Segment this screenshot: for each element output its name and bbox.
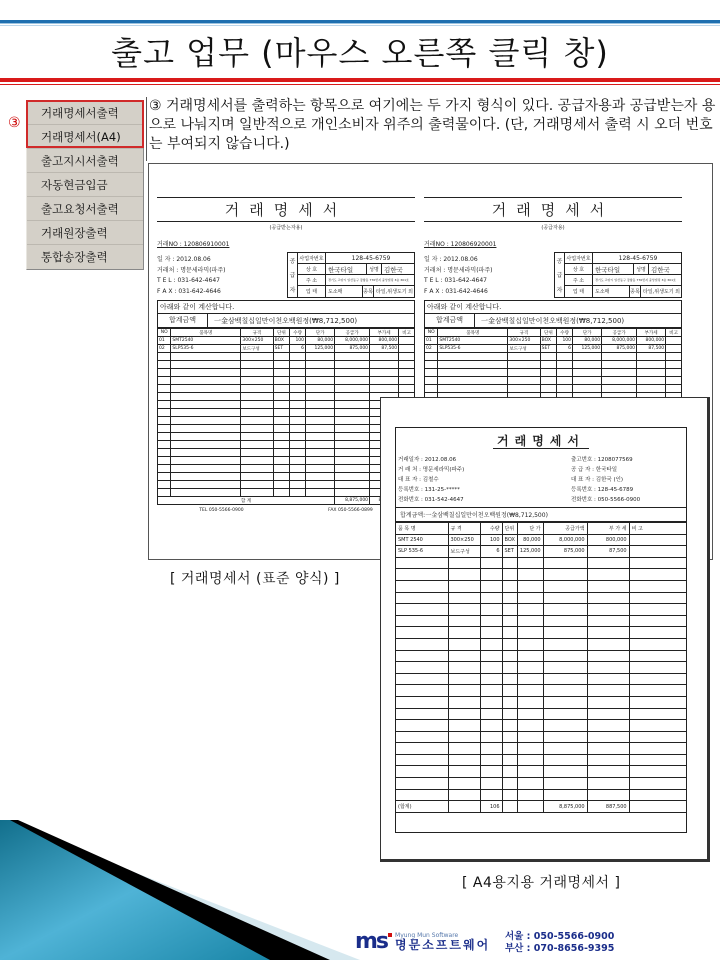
company-name-ko: 명문소프트웨어 bbox=[395, 937, 491, 952]
invoice-number: 거래NO : 120806910001 bbox=[157, 241, 230, 248]
col-price: 단 가 bbox=[517, 523, 543, 535]
cell: 80,000 bbox=[573, 337, 602, 345]
contact-phones bbox=[505, 931, 614, 955]
table-row bbox=[158, 345, 415, 353]
cell: 6 bbox=[290, 345, 306, 353]
a4-supplier-info bbox=[511, 455, 684, 505]
col-no: NO bbox=[425, 329, 438, 337]
cell: SLP535-6 bbox=[438, 345, 508, 353]
cell: 6 bbox=[480, 546, 502, 558]
col-spec: 규격 bbox=[241, 329, 273, 337]
col-qty: 수량 bbox=[290, 329, 306, 337]
footer-fax: FAX 050-5566-0899 bbox=[328, 508, 373, 513]
col-price: 단가 bbox=[573, 329, 602, 337]
cell: 800,000 bbox=[370, 337, 399, 345]
supplier-label: 공 급 자 bbox=[288, 253, 298, 297]
ceo-label: 성명 bbox=[366, 264, 382, 274]
cell: 02 bbox=[158, 345, 171, 353]
cell: 300×250 bbox=[241, 337, 273, 345]
cell: SLP535-6 bbox=[171, 345, 241, 353]
col-note: 비 고 bbox=[629, 523, 686, 535]
col-item: 품목명 bbox=[438, 329, 508, 337]
col-item: 품목명 bbox=[171, 329, 241, 337]
step-marker: ③ bbox=[8, 115, 21, 131]
col-supply: 공급가 bbox=[335, 329, 370, 337]
col-unit: 단위 bbox=[540, 329, 557, 337]
supplier-ceo: 김한국 bbox=[384, 265, 403, 274]
cell: 80,000 bbox=[306, 337, 335, 345]
col-vat: 부가세 bbox=[637, 329, 666, 337]
cell: SMT 2540 bbox=[396, 534, 448, 546]
invoice-number: 거래NO : 120806920001 bbox=[424, 241, 497, 248]
a4-client: 거 래 처 : 명문세라믹(파주) bbox=[398, 467, 465, 473]
total-value: 一金삼백칠십일만이천오백원정(₩8,712,500) bbox=[481, 316, 625, 325]
cell: 875,000 bbox=[543, 546, 587, 558]
cell: 87,500 bbox=[637, 345, 666, 353]
col-vat: 부 가 세 bbox=[587, 523, 629, 535]
col-note: 비고 bbox=[399, 329, 415, 337]
biz-no-label: 사업자번호 bbox=[565, 253, 593, 263]
cell: 6 bbox=[557, 345, 573, 353]
table-row bbox=[425, 345, 682, 353]
table-row bbox=[425, 337, 682, 345]
invoice-tel: T E L : 031-642-4647 bbox=[157, 277, 220, 284]
sum-label: (합계) bbox=[396, 801, 448, 813]
cell: 보드구성 bbox=[448, 546, 480, 558]
sum-supply: 8,875,000 bbox=[543, 801, 587, 813]
col-supply: 공급가 bbox=[602, 329, 637, 337]
calc-note: 아래와 같이 계산합니다. bbox=[158, 301, 414, 314]
col-qty: 수량 bbox=[480, 523, 502, 535]
invoice-date: 일 자 : 2012.08.06 bbox=[157, 256, 211, 263]
table-row bbox=[396, 546, 686, 558]
sum-row bbox=[158, 497, 415, 505]
supplier-address: 경기도 고양시 일산동구 장항동 770번지 중앙빌딩 3층 301호 bbox=[328, 278, 409, 282]
cell: 01 bbox=[425, 337, 438, 345]
col-spec: 규 격 bbox=[448, 523, 480, 535]
header-blue-rule bbox=[0, 20, 720, 24]
supplier-type: 도소매 bbox=[328, 289, 343, 295]
invoice-tel: T E L : 031-642-4647 bbox=[424, 277, 487, 284]
highlight-box bbox=[26, 100, 144, 148]
cell: 87,500 bbox=[587, 546, 629, 558]
cell: SET bbox=[502, 546, 517, 558]
cell bbox=[629, 546, 686, 558]
page-title: 출고 업무 (마우스 오른쪽 클릭 창) bbox=[111, 34, 609, 72]
cell: 300×250 bbox=[508, 337, 540, 345]
client-info bbox=[424, 252, 554, 298]
cell: 875,000 bbox=[602, 345, 637, 353]
items-table bbox=[157, 328, 415, 505]
a4-client-reg-no: 등록번호 : 131-25-***** bbox=[398, 487, 460, 493]
sum-vat: 887,500 bbox=[587, 801, 629, 813]
a4-invoice bbox=[395, 427, 687, 833]
a4-total: 합계금액:一金삼백칠십일만이천오백원정(₩8,712,500) bbox=[396, 507, 686, 522]
empty-rows bbox=[396, 557, 686, 800]
table-row bbox=[396, 534, 686, 546]
description-text: ③ 거래명세서를 출력하는 항목으로 여기에는 두 가지 형식이 있다. 공급자용과 공급받는자 용으로 나눠지며 일반적으로 개인소비자 위주의 출력물이다. (단, 거래명세서 출력 시 오더 번호는 부여되지 않습니다.) bbox=[149, 98, 716, 152]
total-label: 합계금액 bbox=[158, 314, 208, 327]
header-red-rule-thin bbox=[0, 84, 720, 85]
invoice-subtitle: (공급받는자용) bbox=[269, 225, 303, 231]
invoice-date: 일 자 : 2012.08.06 bbox=[424, 256, 478, 263]
biz-no: 128-45-6759 bbox=[351, 254, 391, 262]
biz-no: 128-45-6759 bbox=[618, 254, 658, 262]
invoice-title: 거래명세서 bbox=[157, 198, 415, 222]
a4-client-ceo: 대 표 자 : 김철수 bbox=[398, 477, 439, 483]
description-bar bbox=[146, 97, 147, 161]
cell: 02 bbox=[425, 345, 438, 353]
addr-label: 주 소 bbox=[298, 275, 326, 285]
sum-label: 합 계 bbox=[158, 497, 335, 505]
a4-supplier-phone: 전화번호 : 050-5566-0900 bbox=[571, 497, 641, 503]
supplier-name: 한국타일 bbox=[595, 265, 621, 274]
col-supply: 공급가액 bbox=[543, 523, 587, 535]
invoice-subtitle: (공급자용) bbox=[541, 225, 565, 231]
type-label: 업 태 bbox=[565, 286, 593, 297]
phone-busan: 부산 : 070-8656-9395 bbox=[505, 943, 615, 954]
cell: 125,000 bbox=[306, 345, 335, 353]
cell: 8,000,000 bbox=[602, 337, 637, 345]
cell: SET bbox=[273, 345, 290, 353]
client-info bbox=[157, 252, 287, 298]
cell: 100 bbox=[480, 534, 502, 546]
sum-supply: 8,875,000 bbox=[335, 497, 370, 505]
invoice-fax: F A X : 031-642-4646 bbox=[157, 287, 221, 295]
header-red-rule bbox=[0, 78, 720, 82]
supplier-item: 타일,위생도기 외 bbox=[643, 289, 680, 295]
a4-supplier-reg-no: 등록번호 : 128-45-6789 bbox=[571, 487, 634, 493]
cell bbox=[629, 534, 686, 546]
cell: SMT2540 bbox=[438, 337, 508, 345]
total-value: 一金삼백칠십일만이천오백원정(₩8,712,500) bbox=[214, 316, 358, 325]
name-label: 상 호 bbox=[298, 264, 326, 274]
addr-label: 주 소 bbox=[565, 275, 593, 285]
menu-item-shipping-order-print[interactable]: 출고지시서출력 bbox=[27, 149, 143, 173]
col-vat: 부가세 bbox=[370, 329, 399, 337]
cell: BOX bbox=[540, 337, 557, 345]
cell: 100 bbox=[290, 337, 306, 345]
empty-rows bbox=[158, 353, 415, 497]
supplier-item: 타일,위생도기 외 bbox=[376, 289, 413, 295]
menu-item-auto-cash-deposit[interactable]: 자동현금입금 bbox=[27, 173, 143, 197]
menu-item-integrated-waybill-print[interactable]: 통합송장출력 bbox=[41, 250, 108, 264]
invoice-fax: F A X : 031-642-4646 bbox=[424, 287, 488, 295]
menu-item-invoice-a4[interactable]: 거래명세서(A4) bbox=[27, 125, 143, 149]
cell: 보드구성 bbox=[508, 345, 540, 353]
cell: SLP 535-6 bbox=[396, 546, 448, 558]
biz-no-label: 사업자번호 bbox=[298, 253, 326, 263]
col-qty: 수량 bbox=[557, 329, 573, 337]
sum-qty: 106 bbox=[480, 801, 502, 813]
menu-item-shipping-request-print[interactable]: 출고요청서출력 bbox=[27, 197, 143, 221]
item-label: 종목 bbox=[629, 286, 641, 297]
supplier-box bbox=[554, 252, 682, 298]
col-unit: 단위 bbox=[502, 523, 517, 535]
supplier-ceo: 김한국 bbox=[651, 265, 670, 274]
a4-supplier: 공 급 자 : 한국타일 bbox=[571, 467, 618, 473]
cell: SET bbox=[540, 345, 557, 353]
logo-dot-icon bbox=[388, 933, 392, 937]
decorative-swoosh bbox=[0, 820, 360, 960]
calc-note: 아래와 같이 계산합니다. bbox=[425, 301, 681, 314]
header-blue-rule-thin bbox=[0, 25, 720, 26]
a4-shipping-no: 출고번호 : 1208077569 bbox=[571, 457, 633, 463]
sum-row bbox=[396, 801, 686, 813]
company-name-en: Myung Mun Software bbox=[395, 931, 459, 939]
cell: 80,000 bbox=[517, 534, 543, 546]
supplier-type: 도소매 bbox=[595, 289, 610, 295]
supplier-name: 한국타일 bbox=[328, 265, 354, 274]
a4-invoice-title: 거래명세서 bbox=[493, 434, 589, 449]
cell: 87,500 bbox=[370, 345, 399, 353]
total-label: 합계금액 bbox=[425, 314, 475, 327]
cell: 01 bbox=[158, 337, 171, 345]
col-no: NO bbox=[158, 329, 171, 337]
logo-mark: ms bbox=[355, 929, 388, 954]
col-price: 단가 bbox=[306, 329, 335, 337]
cell bbox=[399, 345, 415, 353]
invoice-recipient-copy bbox=[157, 197, 415, 513]
company-logo bbox=[355, 929, 490, 954]
supplier-label: 공 급 자 bbox=[555, 253, 565, 297]
cell: 300×250 bbox=[448, 534, 480, 546]
a4-client-phone: 전화번호 : 031-542-4647 bbox=[398, 497, 464, 503]
invoice-client: 거래처 : 명문세라믹(파주) bbox=[157, 266, 226, 274]
a4-date: 거래일자 : 2012.08.06 bbox=[398, 457, 457, 463]
table-row bbox=[158, 337, 415, 345]
menu-item-ledger-print[interactable]: 거래원장출력 bbox=[27, 221, 143, 245]
cell bbox=[666, 337, 682, 345]
a4-client-info bbox=[398, 455, 511, 505]
name-label: 상 호 bbox=[565, 264, 593, 274]
cell: 100 bbox=[557, 337, 573, 345]
item-label: 종목 bbox=[362, 286, 374, 297]
cell: 125,000 bbox=[573, 345, 602, 353]
supplier-address: 경기도 고양시 일산동구 장항동 770번지 중앙빌딩 3층 301호 bbox=[595, 278, 676, 282]
cell: 875,000 bbox=[335, 345, 370, 353]
type-label: 업 태 bbox=[298, 286, 326, 297]
cell: 보드구성 bbox=[241, 345, 273, 353]
invoice-client: 거래처 : 명문세라믹(파주) bbox=[424, 266, 493, 274]
footer-tel: TEL 050-5566-0900 bbox=[199, 508, 244, 513]
ceo-label: 성명 bbox=[633, 264, 649, 274]
cell: 125,000 bbox=[517, 546, 543, 558]
cell bbox=[666, 345, 682, 353]
invoice-supplier-copy bbox=[424, 197, 682, 409]
a4-supplier-ceo: 대 표 자 : 김한국 (인) bbox=[571, 477, 624, 483]
cell: BOX bbox=[273, 337, 290, 345]
caption-standard: [ 거래명세서 (표준 양식) ] bbox=[170, 571, 340, 587]
cell: 8,000,000 bbox=[543, 534, 587, 546]
a4-items-table bbox=[396, 522, 686, 813]
col-unit: 단위 bbox=[273, 329, 290, 337]
cell bbox=[399, 337, 415, 345]
col-note: 비고 bbox=[666, 329, 682, 337]
col-item: 품 목 명 bbox=[396, 523, 448, 535]
cell: BOX bbox=[502, 534, 517, 546]
cell: 8,000,000 bbox=[335, 337, 370, 345]
invoice-title: 거래명세서 bbox=[424, 198, 682, 222]
col-spec: 규격 bbox=[508, 329, 540, 337]
supplier-box bbox=[287, 252, 415, 298]
caption-a4: [ A4용지용 거래명세서 ] bbox=[462, 875, 621, 891]
cell: SMT2540 bbox=[171, 337, 241, 345]
cell: 800,000 bbox=[587, 534, 629, 546]
menu-item-invoice-print[interactable]: 거래명세서출력 bbox=[27, 101, 143, 125]
cell: 800,000 bbox=[637, 337, 666, 345]
phone-seoul: 서울 : 050-5566-0900 bbox=[505, 931, 615, 942]
